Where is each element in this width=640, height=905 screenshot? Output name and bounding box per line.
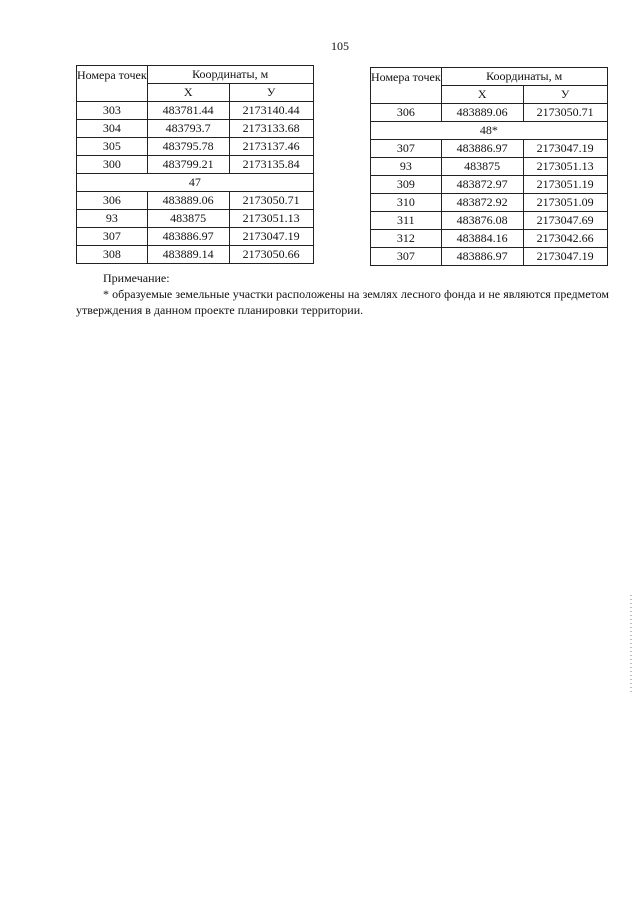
y-coordinate-cell: 2173140.44 bbox=[229, 102, 313, 120]
table-row bbox=[371, 230, 608, 248]
point-number-cell: 307 bbox=[371, 248, 442, 266]
coordinates-table-left bbox=[76, 65, 314, 264]
coordinates-table-right bbox=[370, 67, 608, 266]
x-coordinate-cell: 483875 bbox=[441, 158, 523, 176]
plot-number-label: 48* bbox=[371, 122, 608, 140]
y-coordinate-cell: 2173047.19 bbox=[229, 228, 313, 246]
x-coordinate-cell: 483872.97 bbox=[441, 176, 523, 194]
table-row bbox=[371, 212, 608, 230]
coordinates-header: Координаты, м bbox=[441, 68, 607, 86]
y-coordinate-cell: 2173135.84 bbox=[229, 156, 313, 174]
note-block bbox=[76, 270, 609, 318]
coordinates-header: Координаты, м bbox=[147, 66, 313, 84]
point-number-cell: 307 bbox=[77, 228, 148, 246]
point-number-header: Номера точек bbox=[77, 66, 148, 102]
y-coordinate-cell: 2173047.19 bbox=[523, 140, 607, 158]
x-coordinate-cell: 483889.14 bbox=[147, 246, 229, 264]
y-coordinate-cell: 2173050.71 bbox=[229, 192, 313, 210]
x-coordinate-cell: 483793.7 bbox=[147, 120, 229, 138]
table-row bbox=[77, 120, 314, 138]
x-coordinate-cell: 483884.16 bbox=[441, 230, 523, 248]
table-row bbox=[77, 192, 314, 210]
x-coordinate-cell: 483872.92 bbox=[441, 194, 523, 212]
y-coordinate-cell: 2173051.13 bbox=[229, 210, 313, 228]
point-number-cell: 303 bbox=[77, 102, 148, 120]
y-coordinate-cell: 2173047.19 bbox=[523, 248, 607, 266]
x-coordinate-cell: 483875 bbox=[147, 210, 229, 228]
y-coordinate-cell: 2173051.09 bbox=[523, 194, 607, 212]
table-row bbox=[371, 176, 608, 194]
table-header-row bbox=[371, 68, 608, 86]
table-row bbox=[371, 158, 608, 176]
y-coordinate-cell: 2173133.68 bbox=[229, 120, 313, 138]
x-coordinate-cell: 483889.06 bbox=[441, 104, 523, 122]
point-number-cell: 304 bbox=[77, 120, 148, 138]
y-coordinate-cell: 2173050.71 bbox=[523, 104, 607, 122]
x-coordinate-cell: 483781.44 bbox=[147, 102, 229, 120]
point-number-header: Номера точек bbox=[371, 68, 442, 104]
scan-edge-mark bbox=[630, 595, 632, 695]
table-header-row bbox=[77, 66, 314, 84]
point-number-cell: 308 bbox=[77, 246, 148, 264]
x-coordinate-cell: 483799.21 bbox=[147, 156, 229, 174]
point-number-cell: 93 bbox=[371, 158, 442, 176]
y-coordinate-cell: 2173051.19 bbox=[523, 176, 607, 194]
y-coordinate-cell: 2173137.46 bbox=[229, 138, 313, 156]
table-section-row bbox=[371, 122, 608, 140]
y-coordinate-cell: 2173047.69 bbox=[523, 212, 607, 230]
table-row bbox=[371, 194, 608, 212]
x-coordinate-cell: 483886.97 bbox=[441, 140, 523, 158]
plot-number-label: 47 bbox=[77, 174, 314, 192]
x-coordinate-cell: 483795.78 bbox=[147, 138, 229, 156]
y-coordinate-cell: 2173051.13 bbox=[523, 158, 607, 176]
point-number-cell: 312 bbox=[371, 230, 442, 248]
x-coordinate-cell: 483889.06 bbox=[147, 192, 229, 210]
table-row bbox=[77, 138, 314, 156]
point-number-cell: 307 bbox=[371, 140, 442, 158]
y-coordinate-cell: 2173042.66 bbox=[523, 230, 607, 248]
point-number-cell: 305 bbox=[77, 138, 148, 156]
x-column-header: X bbox=[441, 86, 523, 104]
point-number-cell: 311 bbox=[371, 212, 442, 230]
point-number-cell: 93 bbox=[77, 210, 148, 228]
note-body: * образуемые земельные участки расположены на землях лесного фонда и не являются предметом утверждения в данном проекте планировки территории. bbox=[76, 287, 609, 317]
y-coordinate-cell: 2173050.66 bbox=[229, 246, 313, 264]
point-number-cell: 306 bbox=[77, 192, 148, 210]
x-coordinate-cell: 483876.08 bbox=[441, 212, 523, 230]
point-number-cell: 310 bbox=[371, 194, 442, 212]
table-row bbox=[77, 156, 314, 174]
table-row bbox=[371, 248, 608, 266]
x-coordinate-cell: 483886.97 bbox=[441, 248, 523, 266]
table-row bbox=[77, 102, 314, 120]
table-row bbox=[371, 140, 608, 158]
note-title: Примечание: bbox=[103, 271, 170, 285]
point-number-cell: 300 bbox=[77, 156, 148, 174]
y-column-header: У bbox=[229, 84, 313, 102]
table-section-row bbox=[77, 174, 314, 192]
page-number: 105 bbox=[331, 39, 349, 53]
table-row bbox=[77, 246, 314, 264]
point-number-cell: 309 bbox=[371, 176, 442, 194]
x-coordinate-cell: 483886.97 bbox=[147, 228, 229, 246]
y-column-header: У bbox=[523, 86, 607, 104]
table-row bbox=[77, 228, 314, 246]
point-number-cell: 306 bbox=[371, 104, 442, 122]
table-row bbox=[77, 210, 314, 228]
x-column-header: X bbox=[147, 84, 229, 102]
table-row bbox=[371, 104, 608, 122]
